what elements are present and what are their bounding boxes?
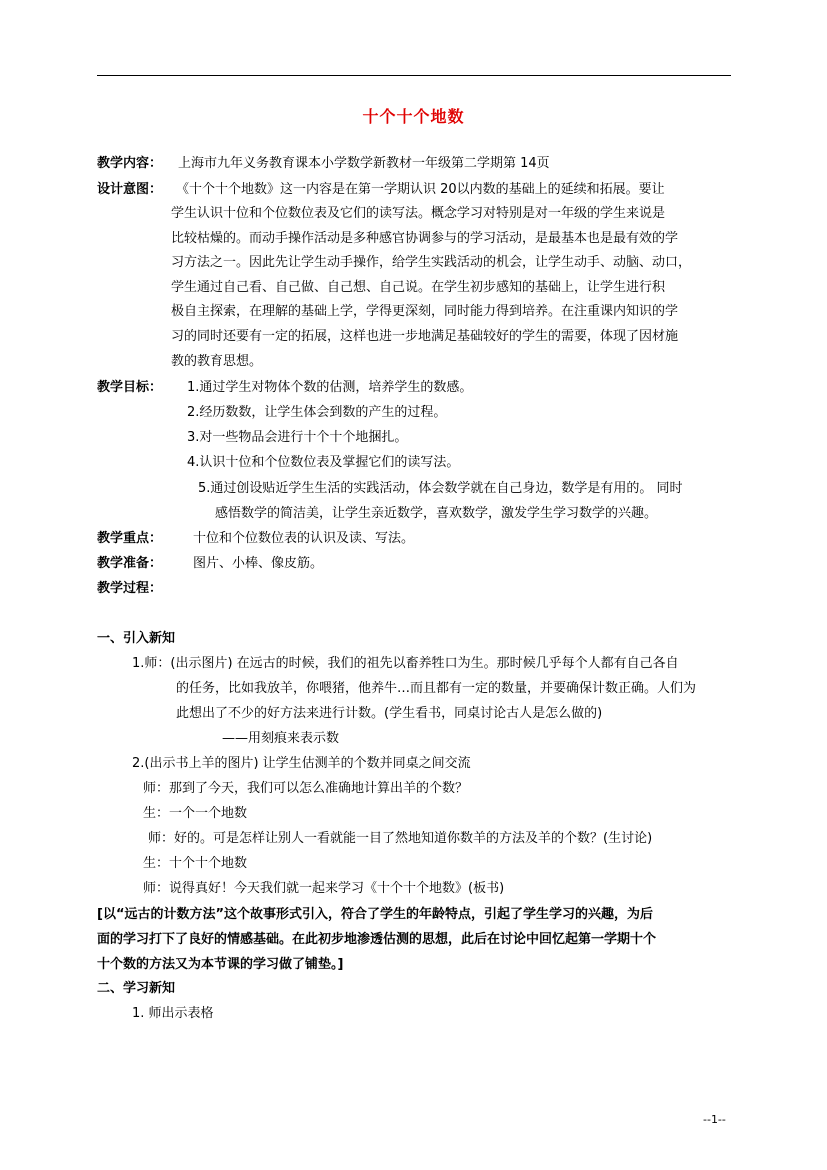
prep-label: 教学准备： [97,556,163,571]
body-line: 师：那到了今天，我们可以怎么准确地计算出羊的个数？ [143,781,469,796]
body-line: 2.(出示书上羊的图片) 让学生估测羊的个数并同桌之间交流 [132,756,471,771]
body-line: 此想出了不少的好方法来进行计数。(学生看书，同桌讨论古人是怎么做的) [176,706,603,721]
commentary-line: 十个数的方法又为本节课的学习做了铺垫。] [97,957,344,972]
header-rule [97,75,731,76]
process-label: 教学过程： [97,581,163,596]
section-heading: 二、学习新知 [97,981,176,996]
goal-item: 2.经历数数，让学生体会到数的产生的过程。 [187,405,447,420]
section-heading: 一、引入新知 [97,631,176,646]
content-text: 上海市九年义务教育课本小学数学新教材一年级第二学期第 14页 [178,156,550,171]
prep-text: 图片、小棒、像皮筋。 [193,556,324,571]
intent-line: 教的教育思想。 [171,354,263,369]
goal-item: 3.对一些物品会进行十个十个地捆扎。 [187,430,408,445]
intent-line: 习方法之一。因此先让学生动手操作，给学生实践活动的机会，让学生动手、动脑、动口， [171,255,692,270]
body-line: 的任务，比如我放羊，你喂猪，他养牛…而且都有一定的数量，并要确保计数正确。人们为 [176,681,697,696]
goal-item: 5.通过创设贴近学生生活的实践活动，体会数学就在自己身边，数学是有用的。 同时 [198,481,683,496]
body-line: ——用刻痕来表示数 [222,731,340,746]
content-label: 教学内容： [97,156,163,171]
body-line: 生：十个十个地数 [143,856,248,871]
goal-item: 感悟数学的简洁美，让学生亲近数学，喜欢数学，激发学生学习数学的兴趣。 [215,506,658,521]
intent-label: 设计意图： [97,182,163,197]
body-line: 师：好的。可是怎样让别人一看就能一目了然地知道你数羊的方法及羊的个数？(生讨论) [148,831,653,846]
focus-label: 教学重点： [97,531,163,546]
goal-item: 4.认识十位和个位数位表及掌握它们的读写法。 [187,455,460,470]
intent-line: 比较枯燥的。而动手操作活动是多种感官协调参与的学习活动，是最基本也是最有效的学 [171,231,679,246]
commentary-line: 面的学习打下了良好的情感基础。在此初步地渗透估测的思想，此后在讨论中回忆起第一学期十个 [97,932,657,947]
body-line: 师：说得真好！今天我们就一起来学习《十个十个地数》(板书) [143,881,505,896]
page-number: --1-- [703,1113,726,1126]
goals-label: 教学目标： [97,380,163,395]
intent-line: 学生认识十位和个位数位表及它们的读写法。概念学习对特别是对一年级的学生来说是 [171,206,666,221]
commentary-line: [以“远古的计数方法”这个故事形式引入，符合了学生的年龄特点，引起了学生学习的兴趣，为后 [97,907,654,922]
intent-line: 《十个十个地数》这一内容是在第一学期认识 20以内数的基础上的延续和拓展。要让 [176,182,665,197]
goal-item: 1.通过学生对物体个数的估测，培养学生的数感。 [187,380,473,395]
intent-line: 极自主探索，在理解的基础上学，学得更深刻，同时能力得到培养。在注重课内知识的学 [171,304,679,319]
body-line: 1. 师出示表格 [132,1006,214,1021]
focus-text: 十位和个位数位表的认识及读、写法。 [193,531,415,546]
page-title: 十个十个地数 [362,107,465,126]
body-line: 1.师：(出示图片) 在远古的时候，我们的祖先以畜养牲口为生。那时候几乎每个人都有自己各自 [132,656,679,671]
intent-line: 学生通过自己看、自己做、自己想、自己说。在学生初步感知的基础上，让学生进行积 [171,280,666,295]
intent-line: 习的同时还要有一定的拓展，这样也进一步地满足基础较好的学生的需要，体现了因材施 [171,329,679,344]
body-line: 生：一个一个地数 [143,806,248,821]
